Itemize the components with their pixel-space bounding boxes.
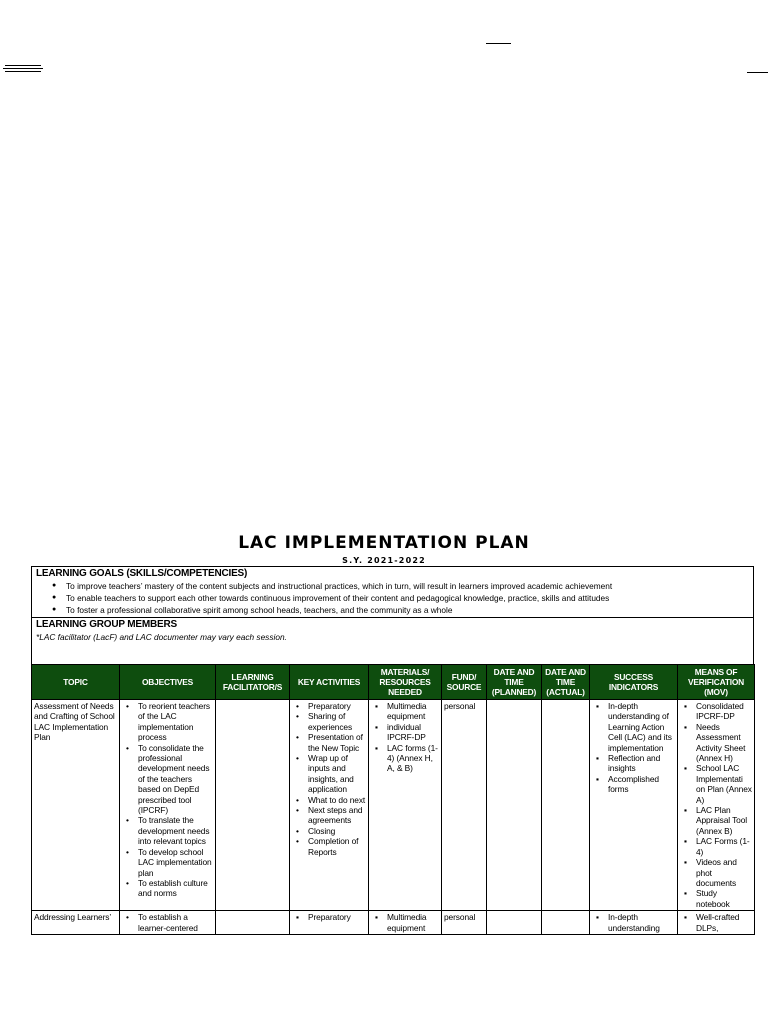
column-header-facilitators: LEARNING FACILITATOR/S (216, 665, 290, 700)
date-actual-cell (542, 911, 590, 935)
key-activities-cell (290, 700, 369, 911)
learning-goals-heading: LEARNING GOALS (SKILLS/COMPETENCIES) (36, 568, 248, 579)
topic-cell: Assessment of Needs and Crafting of School LAC Implementation Plan (32, 700, 120, 911)
mov-item: ▪ Study notebook (696, 888, 752, 909)
objective-item: • To consolidate the professional development needs of the teachers based on DepEd prescribed tool (IPCRF) (138, 743, 213, 816)
activity-item: • Preparatory (308, 701, 366, 711)
date-planned-cell (487, 911, 542, 935)
mov-item: ▪ LAC Forms (1-4) (696, 836, 752, 857)
facilitators-cell (216, 700, 290, 911)
success-indicators-cell (590, 911, 678, 935)
activity-item: • What to do next (308, 795, 366, 805)
table-row (32, 700, 755, 911)
objective-item: • To reorient teachers of the LAC implementation process (138, 701, 213, 743)
indicator-item: ▪ Accomplished forms (608, 774, 675, 795)
header-rule-right (747, 72, 768, 73)
objectives-cell (120, 911, 216, 935)
fund-source-cell: personal (442, 700, 487, 911)
objective-item: • To develop school LAC implementation plan (138, 847, 213, 878)
success-indicators-cell (590, 700, 678, 911)
column-header-objectives: OBJECTIVES (120, 665, 216, 700)
column-header-mov: MEANS OF VERIFICATION (MOV) (678, 665, 755, 700)
date-actual-cell (542, 700, 590, 911)
material-item: ▪ individual IPCRF-DP (387, 722, 439, 743)
column-header-topic: TOPIC (32, 665, 120, 700)
learning-goals-list (36, 580, 749, 616)
date-planned-cell (487, 700, 542, 911)
topic-cell: Addressing Learners’ (32, 911, 120, 935)
indicator-item: ▪ Reflection and insights (608, 753, 675, 774)
learning-group-heading: LEARNING GROUP MEMBERS (36, 619, 177, 630)
activity-item: • Completion of Reports (308, 836, 366, 857)
facilitators-cell (216, 911, 290, 935)
header-rule-center (486, 43, 511, 44)
column-header-success-indicators: SUCCESS INDICATORS (590, 665, 678, 700)
indicator-item: ▪ In-depth understanding of Learning Action Cell (LAC) and its implementation (608, 701, 675, 753)
table-row (32, 911, 755, 935)
header-rule-left (5, 65, 41, 66)
table-header-row (32, 665, 755, 700)
document-title: LAC IMPLEMENTATION PLAN (238, 533, 530, 553)
header-rule-left (5, 71, 41, 72)
mov-item: ▪ Well-crafted DLPs, (696, 912, 752, 933)
header-rule-left (3, 68, 43, 69)
learning-goals-section (31, 566, 754, 618)
mov-item: ▪ LAC Plan Appraisal Tool (Annex B) (696, 805, 752, 836)
column-header-materials: MATERIALS/ RESOURCES NEEDED (369, 665, 442, 700)
material-item: ▪ Multimedia equipment (387, 912, 439, 933)
materials-cell (369, 911, 442, 935)
indicator-item: ▪ In-depth understanding (608, 912, 675, 933)
column-header-date-actual: DATE AND TIME (ACTUAL) (542, 665, 590, 700)
learning-goal-item: ● To improve teachers’ mastery of the content subjects and instructional practices, which in turn, will result in learners improved academic achievement (66, 580, 749, 592)
activity-item: • Next steps and agreements (308, 805, 366, 826)
learning-goal-item: ● To foster a professional collaborative spirit among school heads, teachers, and the community as a whole (66, 604, 749, 616)
activity-item: • Closing (308, 826, 366, 836)
school-year: S.Y. 2021-2022 (342, 556, 426, 565)
key-activities-cell (290, 911, 369, 935)
objective-item: • To establish culture and norms (138, 878, 213, 899)
materials-cell (369, 700, 442, 911)
mov-item: ▪ Videos and phot documents (696, 857, 752, 888)
column-header-key-activities: KEY ACTIVITIES (290, 665, 369, 700)
mov-item: ▪ Consolidated IPCRF-DP (696, 701, 752, 722)
mov-item: ▪ Needs Assessment Activity Sheet (Annex H) (696, 722, 752, 764)
activity-item: • Presentation of the New Topic (308, 732, 366, 753)
objective-item: • To translate the development needs into relevant topics (138, 815, 213, 846)
learning-group-note: *LAC facilitator (LacF) and LAC documenter may vary each session. (36, 632, 287, 642)
mov-item: ▪ School LAC Implementati on Plan (Annex A) (696, 763, 752, 805)
mov-cell (678, 911, 755, 935)
activity-item: • Sharing of experiences (308, 711, 366, 732)
material-item: ▪ Multimedia equipment (387, 701, 439, 722)
material-item: ▪ LAC forms (1-4) (Annex H, A, & B) (387, 743, 439, 774)
objectives-cell (120, 700, 216, 911)
activity-item: • Wrap up of inputs and insights, and application (308, 753, 366, 795)
learning-goal-item: ● To enable teachers to support each other towards continuous improvement of their content and pedagogical knowledge, practice, skills and attitudes (66, 592, 749, 604)
objective-item: • To establish a learner-centered (138, 912, 213, 933)
activity-item: ▪ Preparatory (308, 912, 366, 922)
fund-source-cell: personal (442, 911, 487, 935)
column-header-date-planned: DATE AND TIME (PLANNED) (487, 665, 542, 700)
column-header-fund-source: FUND/ SOURCE (442, 665, 487, 700)
mov-cell (678, 700, 755, 911)
lac-plan-table (31, 664, 755, 935)
learning-group-section (31, 617, 754, 665)
